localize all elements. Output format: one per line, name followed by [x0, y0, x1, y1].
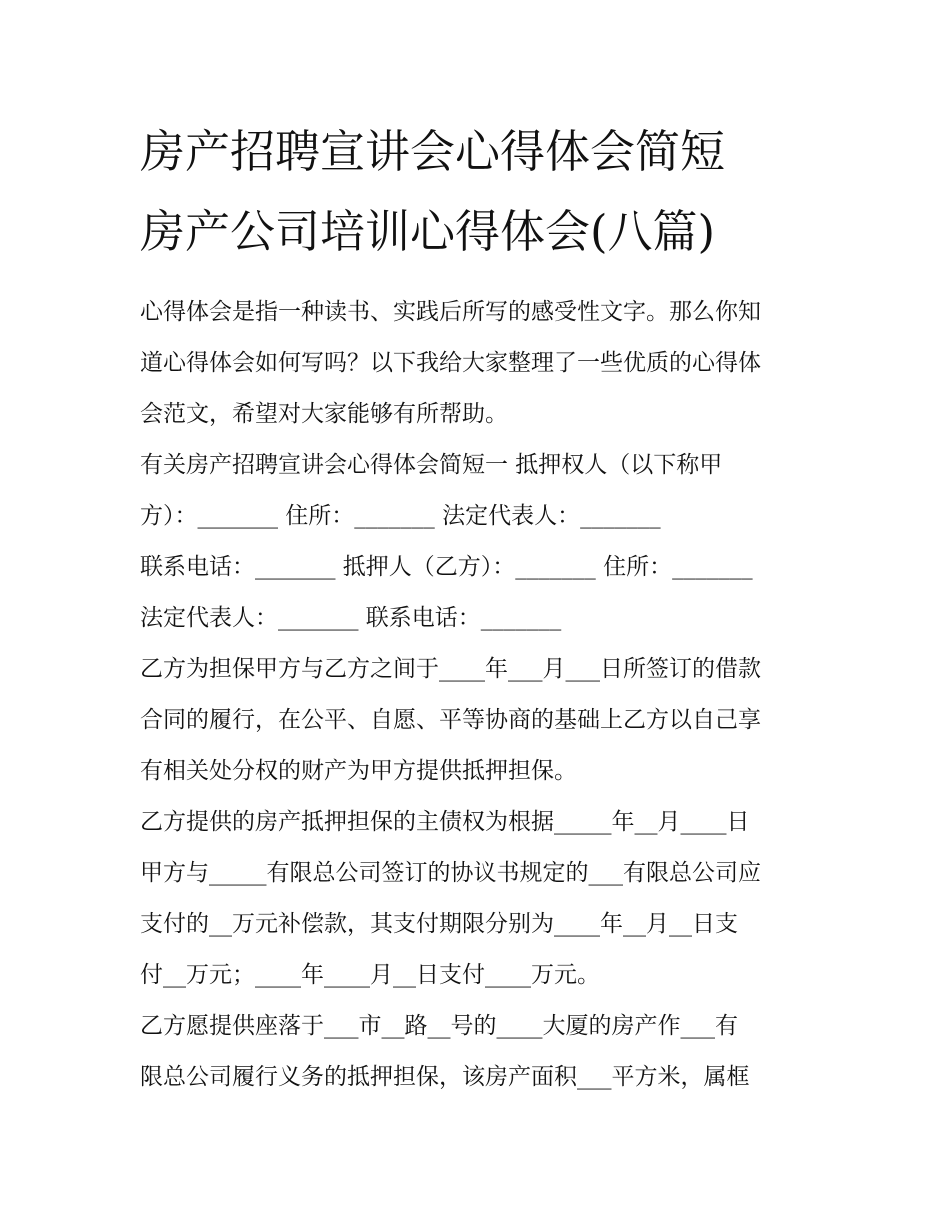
- text-line: 限总公司履行义务的抵押担保，该房产面积___平方米，属框: [140, 1064, 750, 1090]
- text-line: 会范文，希望对大家能够有所帮助。: [140, 401, 508, 427]
- text-line: 支付的__万元补偿款，其支付期限分别为____年__月__日支: [140, 911, 738, 937]
- text-line: 联系电话：_______ 抵押人（乙方）：_______ 住所：_______: [140, 554, 753, 580]
- title-line-1: 房产招聘宣讲会心得体会简短: [140, 125, 726, 178]
- paragraph-guarantee: [140, 644, 815, 797]
- document-body: [140, 287, 815, 1103]
- title-line-2: 房产公司培训心得体会(八篇): [140, 205, 716, 258]
- paragraph-principal-debt: [140, 797, 815, 1001]
- text-line: 合同的履行，在公平、自愿、平等协商的基础上乙方以自己享: [140, 707, 761, 733]
- text-line: 法定代表人：_______ 联系电话：_______: [140, 605, 562, 631]
- paragraph-intro: [140, 287, 815, 440]
- text-line: 付__万元；____年____月__日支付____万元。: [140, 962, 600, 988]
- text-line: 乙方提供的房产抵押担保的主债权为根据_____年__月____日: [140, 809, 750, 835]
- document-title: [140, 112, 815, 272]
- document-page: [140, 112, 815, 1103]
- text-line: 道心得体会如何写吗？以下我给大家整理了一些优质的心得体: [140, 350, 761, 376]
- text-line: 乙方愿提供座落于___市__路__号的____大厦的房产作___有: [140, 1013, 738, 1039]
- text-line: 方）：_______ 住所：_______ 法定代表人：_______: [140, 503, 661, 529]
- text-line: 甲方与_____有限总公司签订的协议书规定的___有限总公司应: [140, 860, 761, 886]
- text-line: 有相关处分权的财产为甲方提供抵押担保。: [140, 758, 577, 784]
- text-line: 有关房产招聘宣讲会心得体会简短一 抵押权人（以下称甲: [140, 452, 723, 478]
- paragraph-property: [140, 1001, 815, 1103]
- text-line: 心得体会是指一种读书、实践后所写的感受性文字。那么你知: [140, 299, 761, 325]
- paragraph-parties: [140, 440, 815, 644]
- text-line: 乙方为担保甲方与乙方之间于____年___月___日所签订的借款: [140, 656, 761, 682]
